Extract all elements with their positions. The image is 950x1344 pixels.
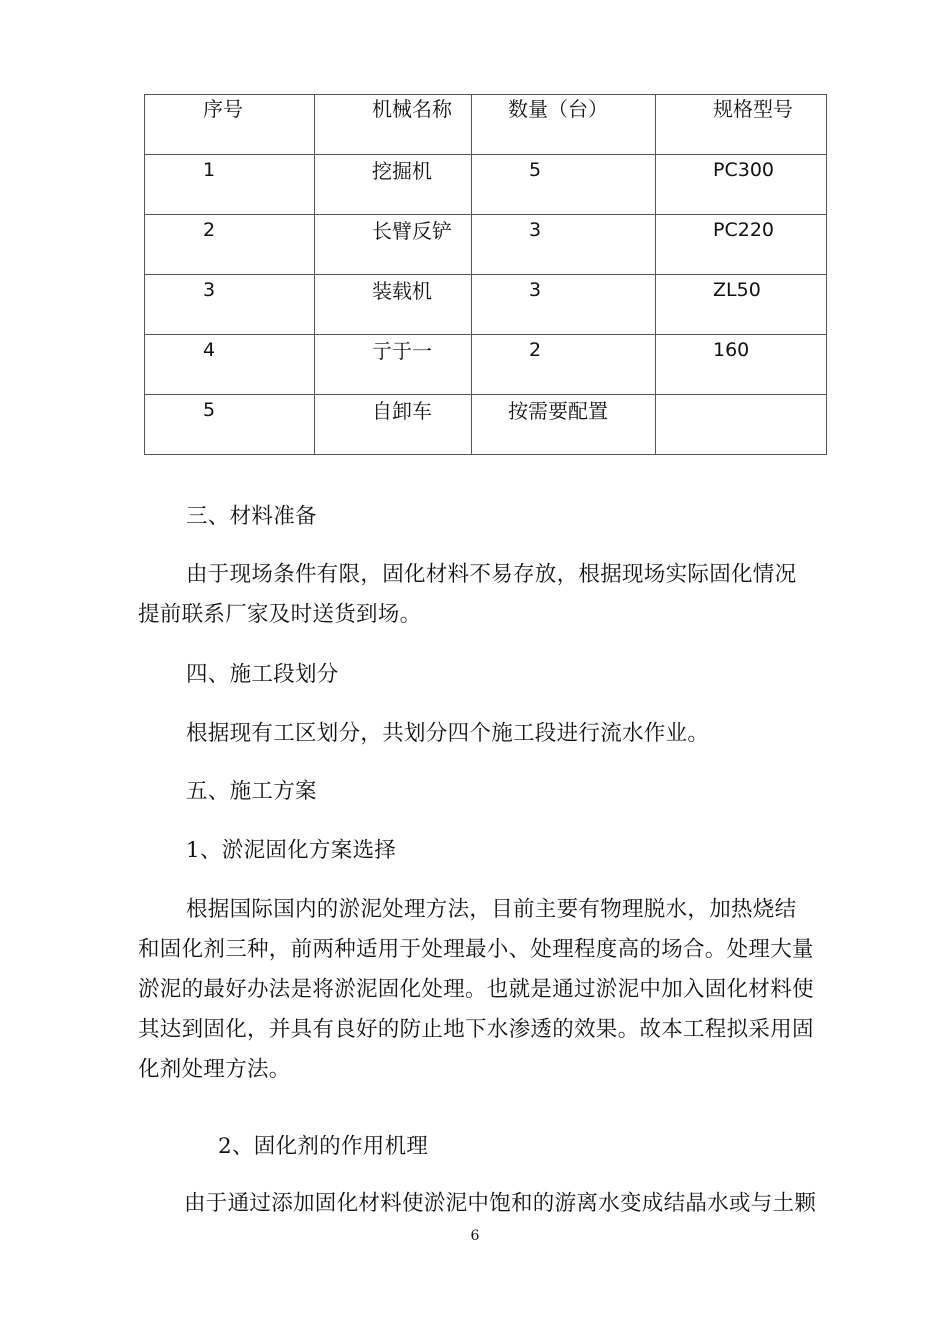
table-header-cell: 规格型号 (656, 95, 827, 155)
table-cell: 160 (656, 335, 827, 395)
section-heading-plan: 五、施工方案 (186, 779, 317, 804)
paragraph-solidification (138, 890, 836, 1090)
section-heading-materials: 三、材料准备 (186, 504, 317, 529)
table-header-cell: 机械名称 (315, 95, 472, 155)
equipment-table (144, 94, 827, 455)
paragraph-line: 化剂处理方法。 (138, 1057, 291, 1082)
paragraph-line: 淤泥的最好办法是将淤泥固化处理。也就是通过淤泥中加入固化材料使 (138, 977, 814, 1002)
table-cell: 2 (472, 335, 656, 395)
table-cell: 按需要配置 (472, 395, 656, 455)
subsection-heading-mechanism: 2、固化剂的作用机理 (218, 1134, 429, 1159)
table-cell: PC220 (656, 215, 827, 275)
table-cell: 5 (145, 395, 315, 455)
table-cell: 1 (145, 155, 315, 215)
table-cell: 挖掘机 (315, 155, 472, 215)
paragraph-line: 提前联系厂家及时送货到场。 (138, 602, 422, 627)
table-row (145, 395, 827, 455)
table-row (145, 335, 827, 395)
table-cell: 3 (472, 215, 656, 275)
table-row (145, 275, 827, 335)
table-cell: 3 (472, 275, 656, 335)
table-cell (656, 395, 827, 455)
paragraph-mechanism: 由于通过添加固化材料使淤泥中饱和的游离水变成结晶水或与土颗 (184, 1191, 817, 1216)
table-cell: 2 (145, 215, 315, 275)
table-row (145, 215, 827, 275)
table-cell: 5 (472, 155, 656, 215)
table-cell: PC300 (656, 155, 827, 215)
table-cell: 自卸车 (315, 395, 472, 455)
paragraph-line: 由于现场条件有限，固化材料不易存放，根据现场实际固化情况 (186, 562, 797, 587)
table-row (145, 155, 827, 215)
paragraph-line: 其达到固化，并具有良好的防止地下水渗透的效果。故本工程拟采用固 (138, 1017, 814, 1042)
paragraph-line: 根据国际国内的淤泥处理方法，目前主要有物理脱水，加热烧结 (186, 897, 797, 922)
page-number: 6 (470, 1228, 480, 1244)
table-header-row (145, 95, 827, 155)
paragraph-line: 和固化剂三种，前两种适用于处理最小、处理程度高的场合。处理大量 (138, 937, 814, 962)
paragraph-materials (138, 555, 836, 635)
section-heading-segments: 四、施工段划分 (186, 662, 339, 687)
table-cell: 3 (145, 275, 315, 335)
table-cell: 长臂反铲 (315, 215, 472, 275)
table-cell: 亍于一 (315, 335, 472, 395)
paragraph-segments: 根据现有工区划分，共划分四个施工段进行流水作业。 (186, 721, 710, 746)
subsection-heading-solidification: 1、淤泥固化方案选择 (186, 838, 397, 863)
table-header-cell: 序号 (145, 95, 315, 155)
table-cell: 4 (145, 335, 315, 395)
table-cell: 装载机 (315, 275, 472, 335)
table-header-cell: 数量（台） (472, 95, 656, 155)
table-cell: ZL50 (656, 275, 827, 335)
